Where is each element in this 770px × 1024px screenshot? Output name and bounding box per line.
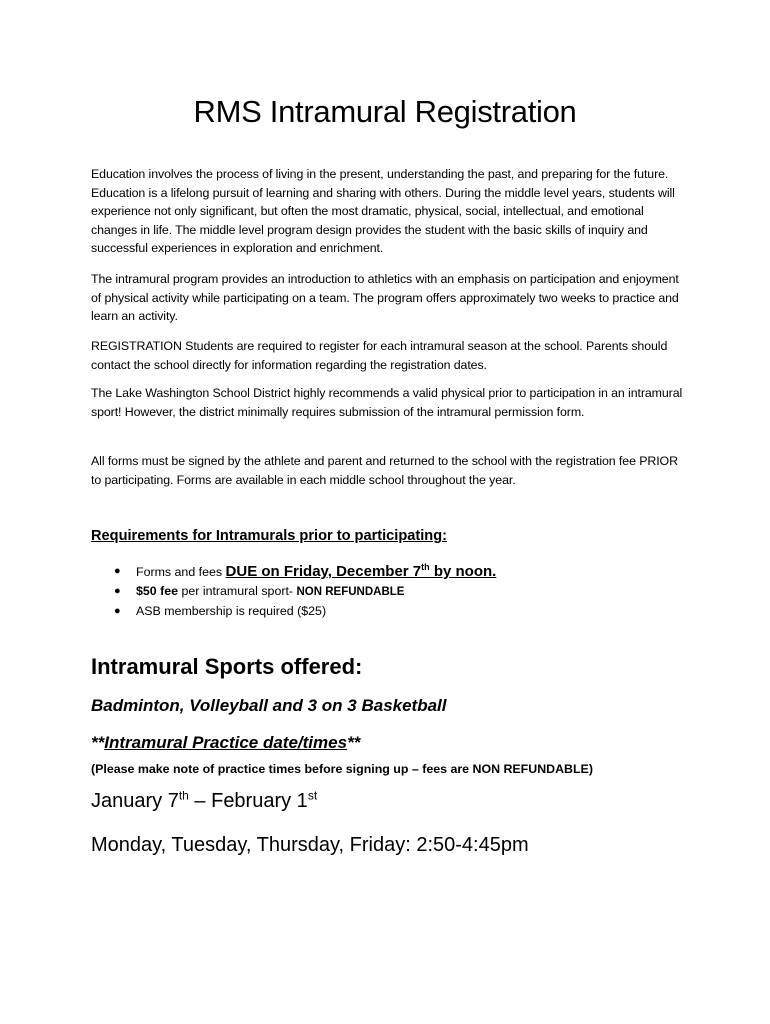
practice-end-date: – February 1 bbox=[188, 790, 308, 812]
requirement-item-forms-due bbox=[110, 562, 496, 582]
intro-paragraph-forms: All forms must be signed by the athlete and parent and returned to the school with the registration fee PRIOR to participating. Forms are available in each middle school throughout the year. bbox=[91, 454, 678, 487]
bullet-icon: ● bbox=[114, 565, 121, 577]
due-date-sup: th bbox=[421, 562, 430, 572]
requirement-non-refundable: NON REFUNDABLE bbox=[296, 586, 405, 598]
intro-paragraph-registration: REGISTRATION Students are required to register for each intramural season at the school. Parents should contact the school directly for information regarding the registration dates. bbox=[91, 339, 668, 372]
intro-paragraph-program: The intramural program provides an introduction to athletics with an emphasis on participation and enjoyment of physical activity while participating on a team. The program offers approximately two weeks to practice and learn an activity. bbox=[91, 272, 679, 324]
requirement-item-asb bbox=[110, 602, 496, 621]
practice-end-sup: st bbox=[307, 788, 318, 803]
sports-heading: Intramural Sports offered: bbox=[91, 654, 363, 679]
requirement-fee-amount: $50 fee bbox=[136, 584, 179, 598]
practice-heading-suffix: ** bbox=[347, 733, 361, 752]
requirement-asb-text: ASB membership is required ($25) bbox=[136, 604, 327, 618]
bullet-icon: ● bbox=[114, 585, 121, 597]
sports-list: Badminton, Volleyball and 3 on 3 Basketball bbox=[91, 696, 447, 715]
requirements-list bbox=[110, 562, 496, 621]
intro-paragraph-education: Education involves the process of living in the present, understanding the past, and preparing for the future. Education is a lifelong pursuit of learning and sharing with others. During the middle level years, students will experience not only significant, but often the most dramatic, physical, social, intellectual, and emotional changes in life. The middle level program design provides the student with the basic skills of inquiry and successful experiences in exploration and enrichment. bbox=[91, 167, 675, 256]
practice-start-sup: th bbox=[178, 788, 189, 803]
requirement-due-date bbox=[226, 563, 497, 580]
practice-dates bbox=[91, 790, 317, 813]
requirement-item-fee bbox=[110, 582, 496, 602]
practice-heading-prefix: ** bbox=[91, 733, 105, 752]
requirement-fee-text: per intramural sport- bbox=[178, 584, 297, 598]
practice-heading-text: Intramural Practice date/times bbox=[104, 733, 348, 752]
bullet-icon: ● bbox=[114, 605, 121, 617]
practice-start-date: January 7 bbox=[91, 790, 179, 812]
page-title: RMS Intramural Registration bbox=[193, 94, 577, 129]
intro-paragraph-physical: The Lake Washington School District highly recommends a valid physical prior to participation in an intramural sport! However, the district minimally requires submission of the intramural permission form. bbox=[91, 386, 683, 419]
practice-heading bbox=[91, 733, 360, 753]
requirements-heading: Requirements for Intramurals prior to participating: bbox=[91, 528, 447, 544]
practice-days-times: Monday, Tuesday, Thursday, Friday: 2:50-4:45pm bbox=[91, 834, 529, 856]
due-date-suffix: by noon. bbox=[429, 563, 497, 580]
requirement-forms-prefix: Forms and fees bbox=[136, 565, 226, 579]
due-date-text: DUE on Friday, December 7 bbox=[225, 563, 422, 580]
practice-note: (Please make note of practice times before signing up – fees are NON REFUNDABLE) bbox=[91, 762, 593, 776]
